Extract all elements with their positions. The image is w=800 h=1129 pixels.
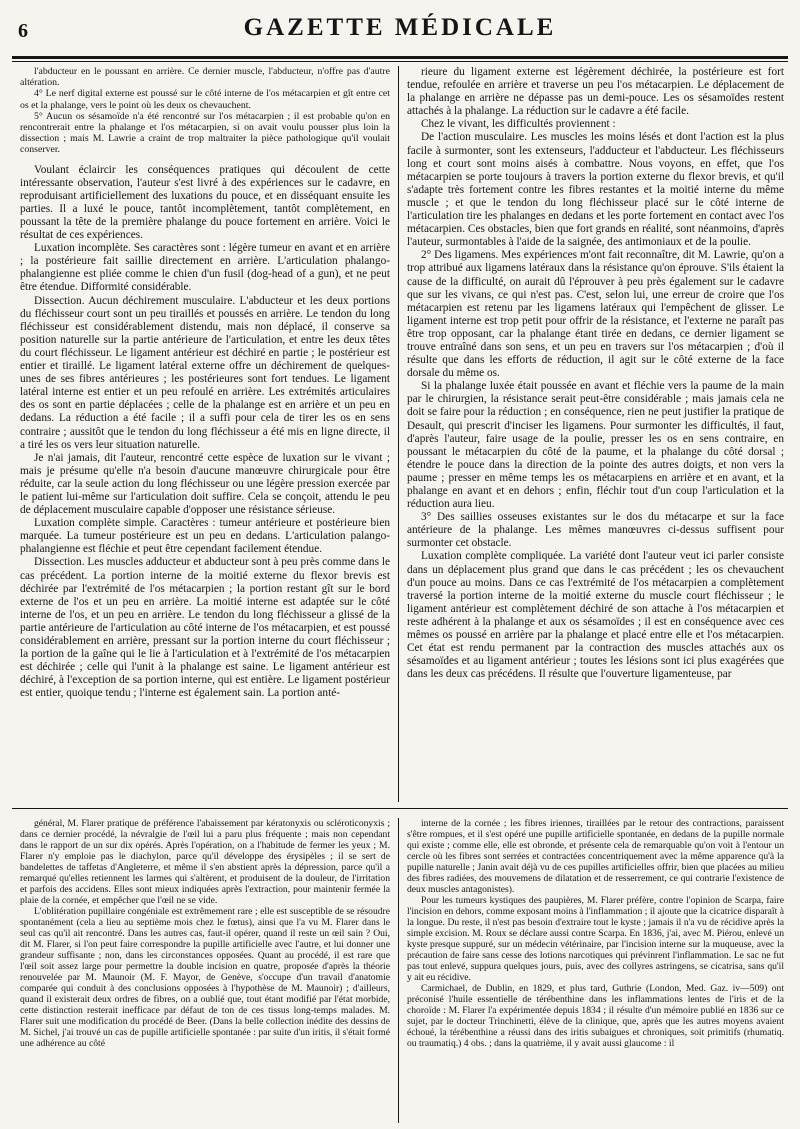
- paragraph: L'oblitération pupillaire congéniale est extrêmement rare ; elle est susceptible de se résoudre spontanément (cela a lieu au septième mois chez le fœtus), ainsi que l'a vu M. Flarer dans le seul cas qu'il ait rencontré. Dans les autres cas, faut-il opérer, quand il reste un œil sain ? Oui, dit M. Flarer, si l'on peut faire correspondre la pupille artificielle avec l'autre, et lui donner une grandeur suffisante ; non, dans les circonstances opposées. Quant au procédé, il est rare que l'œil soit assez large pour permettre la double incision en quatre, proposée d'après la théorie renouvelée par M. Maunoir (M. F. Mayor, de Genève, s'occupe d'un travail d'anatomie comparée qui conduit à des conclusions opposées à l'hypothèse de M. Maunoir) ; d'ailleurs, quand il existerait deux ordres de fibres, on a oublié que, tout étant modifié par l'état morbide, cette distinction resterait inefficace par défaut de ton de ces tissus long-temps malades. M. Flarer suit une modification du procédé de Beer. (Dans la belle collection inédite des dessins de M. Sichel, j'ai trouvé un cas de pupille artificielle spontanée : par suite d'un iritis, il s'était formé une adhérence au côté: [20, 906, 390, 1049]
- header-rule: [12, 56, 788, 59]
- paragraph: Chez le vivant, les difficultés proviennent :: [421, 118, 616, 131]
- paragraph: Luxation incomplète. Ses caractères sont : légère tumeur en avant et en arrière ; la postérieure fait saillie directement en arrière. L'articulation phalango-phalangienne est pliée comme le chien d'un fusil (dog-head of a gun), et ne peut être étendue. Difformité considérable.: [20, 242, 390, 294]
- paragraph: Pour les tumeurs kystiques des paupières, M. Flarer préfère, contre l'opinion de Scarpa, faire l'incision en dehors, comme exposant moins à l'inflammation ; il ajoute que la cicatrice disparaît à la longue. Du reste, il n'est pas besoin d'extraire tout le kyste ; jamais il n'a vu de récidive après la simple excision. M. Roux se déclare aussi contre Scarpa. En 1836, j'ai, avec M. Piérou, enlevé un kyste presque suppuré, sur un médecin vétérinaire, par l'incision interne sur la muqueuse, avec la précaution de faire sans cesse des lotions narcotiques qui prévinrent l'inflammation. Le sac ne fut pas tout enlevé, suppura quelques jours, puis, avec des collyres astringens, se cicatrisa, sans qu'il y ait eu récidive.: [407, 895, 784, 983]
- note-paragraph: 4° Le nerf digital externe est poussé sur le côté interne de l'os métacarpien et gît entre cet os et la phalange, vers le point où les deux os chevauchent.: [20, 88, 390, 111]
- paragraph: Si la phalange luxée était poussée en avant et fléchie vers la paume de la main par le chirurgien, la résistance serait peut-être considérable ; mais jamais cela ne doit se faire pour la réduction ; en conséquence, rien ne peut justifier la pratique de Desault, qui prescrit d'inciser les ligamens. Pour surmonter les difficultés, il faut, d'après l'auteur, faire usage de la poulie, presser les os en sens contraire, en poussant le métacarpien du côté de la paume, et la phalange du côté dorsal ; étendre le pouce dans la direction de la pointe des autres doigts, et non vers la paume ; presser en même temps les os métacarpiens en arrière et en avant, et la phalange en avant et en dehors ; enfin, fléchir tout d'un coup l'articulation et la réduction aura lieu.: [407, 380, 784, 511]
- paragraph: Dissection. Les muscles adducteur et abducteur sont à peu près comme dans le cas précédent. La portion interne de la moitié externe du flexor brevis est déchirée par l'extrémité de l'os métacarpien ; la portion restant gît sur le bord externe de l'os et un peu en arrière. La moitié interne est adaptée sur le côté interne de l'os, et un peu en arrière. Le tendon du long fléchisseur a glissé de la partie antérieure de l'articulation au côté interne de l'os métacarpien, et est poussé considérablement en arrière, pressant sur la portion interne du court fléchisseur ; la portion de la gaîne qui le lie à l'articulation et à l'extrémité de l'os métacarpien est déchirée ; celle qui l'unit à la phalange est saine. Le ligament antérieur est déchiré, à l'exception de sa portion interne, qui est entière. Le ligament postérieur est entier, quoique tendu ; l'interne est également sain. La portion anté-: [20, 556, 390, 700]
- paragraph: 2° Des ligamens. Mes expériences m'ont fait reconnaître, dit M. Lawrie, qu'on a trop attribué aux ligamens latéraux dans la résistance qu'on éprouve. S'ils étaient la cause de la difficulté, on aurait dû l'éprouver à peu près également sur le cadavre que sur les vivans, ce qui n'est pas. C'est, selon lui, une erreur de croire que l'os métacarpien est retenu par les ligamens latéraux qui l'empêchent de glisser. Le ligament interne est trop petit pour offrir de la résistance, et l'externe ne paraît pas être trop opposant, car la phalange étant tirée en dedans, ce dernier ligament se trouve entraîné dans son sens, et un peu en travers sur l'os métacarpien ; d'où il résulte que dans les efforts de réduction, il agit sur le côté externe de la face dorsale du même os.: [407, 249, 784, 380]
- paragraph-gap: [20, 156, 390, 164]
- paragraph: De l'action musculaire. Les muscles les moins lésés et dont l'action est la plus facile à surmonter, sont les extenseurs, l'adducteur et l'abducteur. Les fléchisseurs long et court sont moins aisés à combattre. Nous voyons, en effet, que l'os métacarpien se porte toujours à travers la portion externe du flexor brevis, et qu'il s'adapte très fortement contre les fibres restantes et la moitié interne du même muscle ; et que le tendon du long fléchisseur placé sur le côté interne de l'articulation tire les phalanges en dedans et les porte fortement en contact avec l'os métacarpien. Ces obstacles, bien que fort grands en réalité, sont néanmoins, d'après l'auteur, surmontables à l'aide de la saignée, des antimoniaux et de la poulie.: [407, 131, 784, 249]
- paragraph: interne de la cornée ; les fibres iriennes, tiraillées par le retour des contractions, paraissent s'être rompues, et il s'est opéré une pupille artificielle spontanée, en dedans de la pupille normale qui existe ; comme elle, elle est obronde, et présente cela de remarquable qu'on voit à l'entour un cercle où les fibres sont serrées et contractées concentriquement avec la même apparence qu'à la pupille naturelle ; Janin avait déjà vu de ces pupilles artificielles offrir, bien que placées au milieu des fibres radiées, des mouvemens de dilatation et de resserrement, ce qui contrarie l'existence de deux muscles antagonistes).: [407, 818, 784, 895]
- paragraph: Je n'ai jamais, dit l'auteur, rencontré cette espèce de luxation sur le vivant ; mais je présume qu'elle n'a besoin d'aucune manœuvre chirurgicale pour être réduite, car la seule action du long fléchisseur ou une légère pression exercée par le patient lui-même sur l'articulation doit suffire. Cela se conçoit, attendu le peu de déplacement musculaire capable d'opposer une résistance sérieuse.: [20, 451, 390, 517]
- lower-left-column: [20, 818, 390, 1123]
- page-number: 6: [18, 20, 28, 42]
- note-paragraph: 5° Aucun os sésamoïde n'a été rencontré sur l'os métacarpien ; il est probable qu'on en rencontrerait entre la phalange et l'os métacarpien, si on avait voulu pousser plus loin la dissection ; mais M. Lawrie a craint de trop maltraiter la pièce pathologique qu'il voulait conserver.: [20, 110, 390, 156]
- paragraph: général, M. Flarer pratique de préférence l'abaissement par kératonyxis ou scléroticonyxis ; dans ce dernier procédé, la névralgie de l'œil lui a paru plus fréquente ; mais non cependant dans le rapport de un sur dix opérés. Après l'opération, on a l'habitude de fermer les yeux ; M. Flarer n'y emploie pas le diachylon, parce qu'il développe des érysipèles ; il se sert de bandelettes de taffetas d'Angleterre, et même il s'en abstient après la dépression, parce qu'il a remarqué qu'elles retiennent les larmes qui s'altèrent, et produisent de la douleur, de l'irritation et parfois des accidens. Elles sont mieux indiquées après l'extraction, pour maintenir fermée la plaie de la cornée, et empêcher que l'œil ne se vide.: [20, 818, 390, 906]
- paragraph: Luxation complète compliquée. La variété dont l'auteur veut ici parler consiste dans un déplacement plus grand que dans le cas précédent ; les os chevauchent d'un pouce au moins. Dans ce cas l'extrémité de l'os métacarpien a complètement traversé la portion interne de la moitié externe du muscle court fléchisseur ; le ligament antérieur est complètement déchiré de son attache à l'os métacarpien et reste adhérent à la phalange et aux os sésamoïdes ; il est en conséquence avec ces mêmes os poussé en arrière par la phalange et placé entre elle et l'os métacarpien. Cet état est rendu permanent par la contraction des muscles attachés aux os sésamoïdes et au ligament antérieur ; toutes les lésions sont ici plus exagérées que dans les deux cas précédens. Il résulte que l'ouverture ligamenteuse, par: [407, 550, 784, 681]
- lower-right-column: [407, 818, 784, 1123]
- paragraph: Voulant éclaircir les conséquences pratiques qui découlent de cette intéressante observation, l'auteur s'est livré à des expériences sur le cadavre, en reproduisant artificiellement des luxations du pouce, et en disséquant ensuite les parties. Il a luxé le pouce, tantôt incomplètement, tantôt complètement, en poussant la tête de la première phalange du pouce fortement en arrière. Voici le résultat de ces expériences.: [20, 163, 390, 242]
- paragraph: Carmichael, de Dublin, en 1829, et plus tard, Guthrie (London, Med. Gaz. iv—509) ont préconisé l'huile essentielle de térébenthine dans les inflammations lentes de l'iris et de la choroïde : M. Flarer l'a expérimentée depuis 1834 ; il résulte d'un mémoire publié en 1836 sur ce sujet, par le docteur Trinchinetti, élève de la clinique, que, après que les autres moyens avaient échoué, la térébenthine a réussi dans des iritis subaigues et chroniques, soit primitifs (rhumatiq. ou traumatiq.) 4 obs. ; dans la quatrième, il y avait aussi glaucome : il: [407, 983, 784, 1049]
- header-rule-thin: [12, 61, 788, 62]
- paragraph: Luxation complète simple. Caractères : tumeur antérieure et postérieure bien marquée. La tumeur postérieure est un peu en dedans. L'articulation palango-phalangienne est fléchie et peut être cependant facilement étendue.: [20, 517, 390, 556]
- column-divider: [398, 818, 399, 1123]
- note-paragraph: l'abducteur en le poussant en arrière. Ce dernier muscle, l'abducteur, n'offre pas d'autre altération.: [20, 66, 390, 89]
- paragraph: 3° Des saillies osseuses existantes sur le dos du métacarpe et sur la face antérieure de la phalange. Les mêmes manœuvres ci-dessus suffisent pour surmonter cet obstacle.: [407, 511, 784, 550]
- page-header: [12, 6, 788, 54]
- upper-right-column: [407, 66, 784, 802]
- column-divider: [398, 66, 399, 802]
- section-divider: [12, 808, 788, 809]
- paragraph: rieure du ligament externe est légèrement déchirée, la postérieure est fort tendue, refoulée en arrière et traverse un peu l'os métacarpien. Le déplacement de la phalange en arrière ne dépasse pas un demi-pouce. Les os sésamoïdes restent attachés à la phalange. La réduction sur le cadavre a été facile.: [407, 66, 784, 118]
- journal-title: GAZETTE MÉDICALE: [243, 14, 557, 41]
- paragraph: Dissection. Aucun déchirement musculaire. L'abducteur et les deux portions du fléchisseur court sont un peu tiraillés et poussés en arrière. Le tendon du long fléchisseur est considérablement distendu, mais non déplacé, il conserve sa position naturelle sur la partie antérieure de l'articulation, et entre les deux têtes du court fléchisseur. Le ligament antérieur est déchiré en partie ; le postérieur est entier et tiraillé. Le ligament latéral externe offre un déchirement de quelques-unes de ses fibres antérieures ; les postérieures sont fort tendues. Le ligament latéral interne est entier et un peu refoulé en arrière. Les extrémités articulaires des os sont en partie déplacées ; celle de la phalange est en arrière et un peu en dedans. La réduction a été facile ; il a suffi pour cela de tirer les os en sens contraire ; aussitôt que le tendon du long fléchisseur a été mis en ligne directe, il a tiré les os vers leur situation naturelle.: [20, 294, 390, 451]
- upper-left-column: [20, 66, 390, 802]
